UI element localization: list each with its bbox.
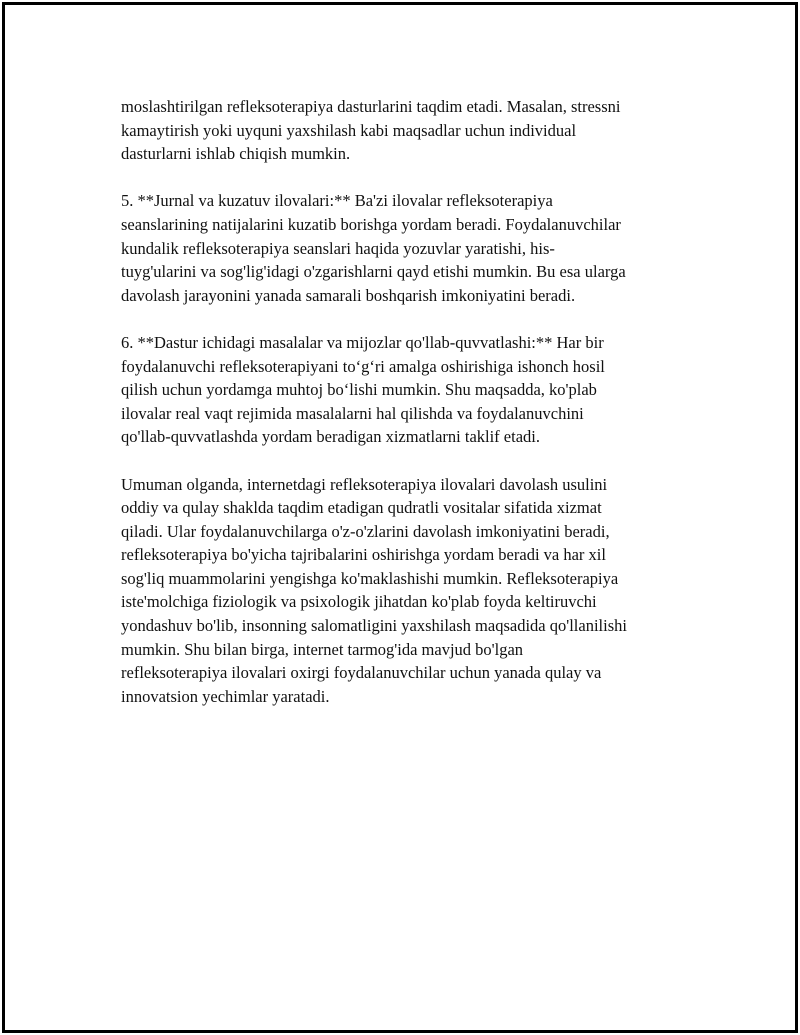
text-line: qilish uchun yordamga muhtoj bo‘lishi mumkin. Shu maqsadda, ko'plab: [121, 380, 597, 400]
text-line: 6. **Dastur ichidagi masalalar va mijozlar qo'llab-quvvatlashi:** Har bir: [121, 332, 604, 352]
text-line: 5. **Jurnal va kuzatuv ilovalari:** Ba'zi ilovalar refleksoterapiya: [121, 191, 553, 211]
paragraph-conclusion: [121, 473, 701, 709]
page-frame: [2, 2, 798, 1033]
document-body: [121, 95, 701, 732]
text-line: seanslarining natijalarini kuzatib borishga yordam beradi. Foydalanuvchilar: [121, 214, 621, 234]
text-line: mumkin. Shu bilan birga, internet tarmog'ida mavjud bo'lgan: [121, 639, 524, 659]
text-line: innovatsion yechimlar yaratadi.: [121, 686, 330, 706]
paragraph-intro-continuation: [121, 95, 701, 166]
text-line: davolash jarayonini yanada samarali boshqarish imkoniyatini beradi.: [121, 285, 576, 305]
text-line: qiladi. Ular foydalanuvchilarga o'z-o'zlarini davolash imkoniyatini beradi,: [121, 521, 610, 541]
text-line: refleksoterapiya bo'yicha tajribalarini oshirishga yordam beradi va har xil: [121, 545, 606, 565]
text-line: tuyg'ularini va sog'lig'idagi o'zgarishlarni qayd etishi mumkin. Bu esa ularga: [121, 262, 626, 282]
paragraph-item-6: [121, 331, 701, 449]
text-line: kamaytirish yoki uyquni yaxshilash kabi maqsadlar uchun individual: [121, 120, 577, 140]
text-line: ilovalar real vaqt rejimida masalalarni hal qilishda va foydalanuvchini: [121, 403, 584, 423]
text-line: oddiy va qulay shaklda taqdim etadigan qudratli vositalar sifatida xizmat: [121, 498, 602, 518]
text-line: dasturlarni ishlab chiqish mumkin.: [121, 144, 351, 164]
text-line: sog'liq muammolarini yengishga ko'maklashishi mumkin. Refleksoterapiya: [121, 568, 619, 588]
paragraph-item-5: [121, 189, 701, 307]
text-line: refleksoterapiya ilovalari oxirgi foydalanuvchilar uchun yanada qulay va: [121, 663, 602, 683]
text-line: moslashtirilgan refleksoterapiya dasturlarini taqdim etadi. Masalan, stressni: [121, 97, 621, 116]
text-line: iste'molchiga fiziologik va psixologik jihatdan ko'plab foyda keltiruvchi: [121, 592, 597, 612]
text-line: qo'llab-quvvatlashda yordam beradigan xizmatlarni taklif etadi.: [121, 427, 540, 447]
text-line: Umuman olganda, internetdagi refleksoterapiya ilovalari davolash usulini: [121, 474, 608, 494]
text-line: kundalik refleksoterapiya seanslari haqida yozuvlar yaratishi, his-: [121, 238, 555, 258]
text-line: yondashuv bo'lib, insonning salomatligini yaxshilash maqsadida qo'llanilishi: [121, 616, 627, 636]
text-line: foydalanuvchi refleksoterapiyani to‘g‘ri amalga oshirishiga ishonch hosil: [121, 356, 605, 376]
